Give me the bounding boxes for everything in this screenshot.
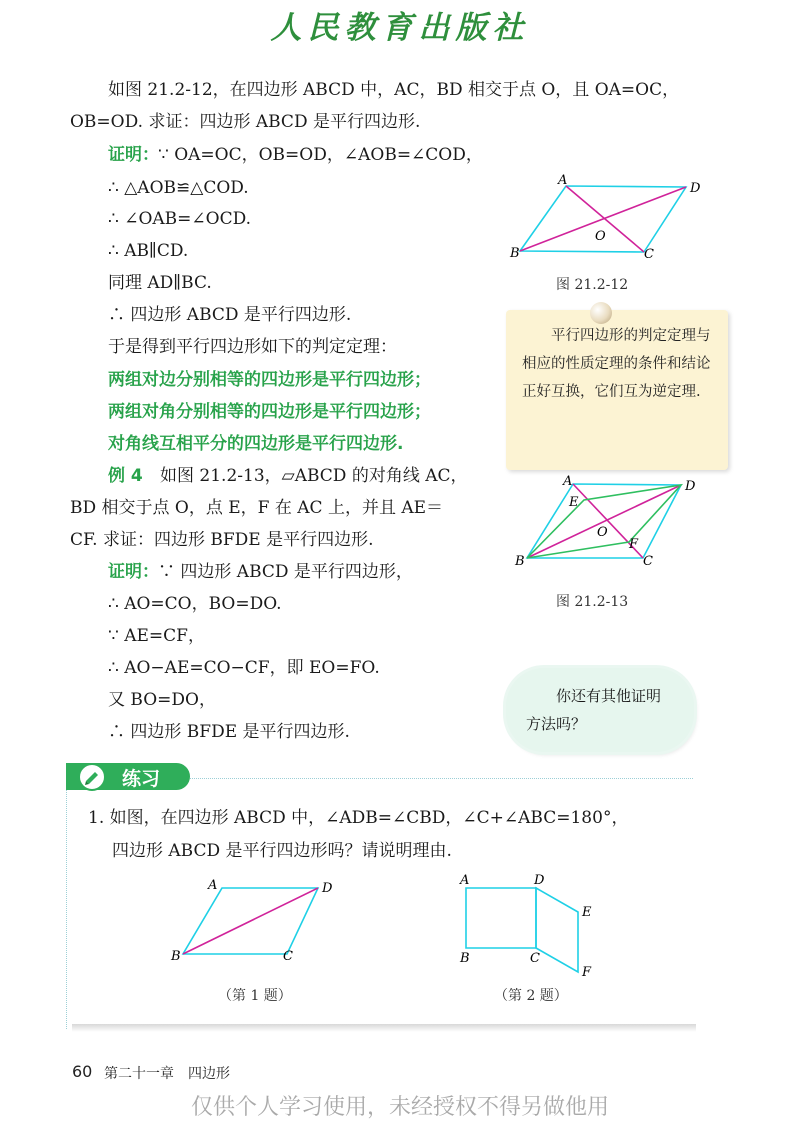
proof1-line: ∴ AB∥CD. [108, 241, 189, 261]
vertex-label: O [595, 229, 606, 244]
thought-cloud-note [506, 668, 694, 752]
exercise-pencil-icon [77, 762, 107, 792]
publisher-logo: 人民教育出版社 [270, 10, 530, 46]
exercise-box-shadow [72, 1024, 696, 1032]
vertex-label: B [515, 554, 525, 569]
vertex-label: D [534, 873, 545, 888]
vertex-label: C [530, 951, 540, 966]
example4-label: 例 4 [108, 466, 143, 486]
proof1-line: ∵ OA=OC，OB=OD，∠AOB=∠COD， [158, 145, 483, 165]
chapter-title: 第二十一章 四边形 [104, 1066, 230, 1082]
vertex-label: B [460, 951, 470, 966]
vertex-label: F [582, 965, 592, 980]
vertex-label: A [563, 474, 573, 489]
proof2-line: 又 BO=DO， [108, 690, 216, 710]
proof2-line: ∴ AO=CO，BO=DO. [108, 594, 282, 614]
exercise-figure-2 [450, 868, 610, 980]
example4-line-3: CF. 求证：四边形 BFDE 是平行四边形. [70, 530, 374, 550]
exercise-title: 练习 [122, 768, 161, 790]
proof1-line: ∴ ∠OAB=∠OCD. [108, 209, 252, 229]
vertex-label: D [322, 881, 333, 896]
figure-caption: 图 21.2-12 [556, 277, 629, 293]
vertex-label: A [460, 873, 470, 888]
proof2-line: ∵ AE=CF， [108, 626, 205, 646]
proof1-label: 证明： [108, 145, 159, 165]
page-number: 60 [72, 1062, 93, 1081]
proof2-line: ∵ 四边形 ABCD 是平行四边形， [158, 562, 413, 582]
example4-line-2: BD 相交于点 O，点 E，F 在 AC 上，并且 AE＝ [70, 498, 444, 518]
vertex-label: C [643, 554, 653, 569]
cloud-note-text: 你还有其他证明方法吗？ [526, 687, 662, 733]
vertex-label: D [685, 479, 696, 494]
vertex-label: E [569, 495, 579, 510]
watermark: 仅供个人学习使用，未经授权不得另做他用 [190, 1095, 609, 1120]
vertex-label: A [558, 173, 568, 188]
theorem-1: 两组对边分别相等的四边形是平行四边形； [108, 370, 431, 390]
figure-21-2-12 [500, 170, 710, 265]
vertex-label: O [597, 525, 608, 540]
exercise-figure-2-caption: （第 2 题） [494, 988, 568, 1004]
square-abcd [466, 888, 536, 948]
exercise-figure-1 [165, 872, 345, 967]
vertex-label: C [283, 949, 293, 964]
example4-line-1: 如图 21.2-13，▱ABCD 的对角线 AC， [160, 466, 468, 486]
theorem-2: 两组对角分别相等的四边形是平行四边形； [108, 402, 431, 422]
theorem-3: 对角线互相平分的四边形是平行四边形. [108, 434, 404, 454]
exercise-item-line-2: 四边形 ABCD 是平行四边形吗？请说明理由. [112, 841, 452, 861]
vertex-label: A [208, 878, 218, 893]
problem-line-2: OB=OD. 求证：四边形 ABCD 是平行四边形. [70, 112, 421, 132]
proof1-line: ∴ △AOB≌△COD. [108, 178, 249, 198]
exercise-item-line-1: 1. 如图，在四边形 ABCD 中，∠ADB=∠CBD，∠C+∠ABC=180°， [88, 808, 629, 828]
figure-caption: 图 21.2-13 [556, 594, 629, 610]
vertex-label: B [171, 949, 181, 964]
side-note [506, 310, 728, 470]
vertex-label: E [582, 905, 592, 920]
proof2-line: ∴ 四边形 BFDE 是平行四边形. [108, 722, 350, 742]
vertex-label: C [644, 247, 654, 262]
proof1-line: ∴ 四边形 ABCD 是平行四边形. [108, 305, 352, 325]
proof2-label: 证明： [108, 562, 159, 582]
vertex-label: B [510, 246, 520, 261]
figure-21-2-13 [505, 472, 715, 572]
vertex-label: F [629, 537, 639, 552]
proof1-line: 同理 AD∥BC. [108, 273, 212, 293]
side-note-text: 平行四边形的判定定理与相应的性质定理的条件和结论正好互换，它们互为逆定理. [522, 328, 711, 400]
proof2-line: ∴ AO−AE=CO−CF，即 EO=FO. [108, 658, 380, 678]
vertex-label: D [690, 181, 701, 196]
problem-line-1: 如图 21.2-12，在四边形 ABCD 中，AC，BD 相交于点 O，且 OA=OC， [108, 80, 680, 100]
theorem-intro: 于是得到平行四边形如下的判定定理： [108, 337, 397, 357]
exercise-figure-1-caption: （第 1 题） [218, 988, 292, 1004]
pushpin-icon [590, 302, 612, 324]
quadrilateral-dcfe [536, 888, 578, 972]
